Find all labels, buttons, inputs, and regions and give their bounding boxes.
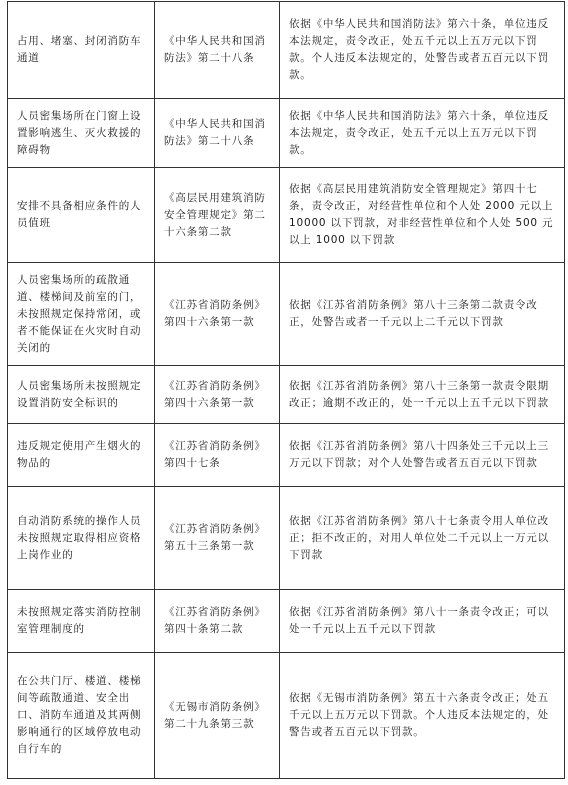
behavior-cell: 安排不具备相应条件的人员值班 [8,168,155,263]
table-row [8,424,565,487]
legal-basis-cell: 《中华人民共和国消防法》第二十八条 [155,99,280,168]
legal-basis-cell: 《江苏省消防条例》第四十七条 [155,424,280,487]
table-row [8,653,565,779]
behavior-cell: 未按照规定落实消防控制室管理制度的 [8,590,155,653]
penalty-cell: 依据《江苏省消防条例》第八十七条责令用人单位改正；拒不改正的，对用人单位处二千元以上一万元以下罚款 [280,487,565,590]
behavior-cell: 人员密集场所在门窗上设置影响逃生、灭火救援的障碍物 [8,99,155,168]
penalty-cell: 依据《江苏省消防条例》第八十四条处三千元以上三万元以下罚款；对个人处警告或者五百元以下罚款 [280,424,565,487]
penalty-cell: 依据《高层民用建筑消防安全管理规定》第四十七条，责令改正，对经营性单位和个人处 2000 元以上 10000 以下罚款，对非经营性单位和个人处 500 元以上 1000 以下罚款 [280,168,565,263]
penalty-cell: 依据《江苏省消防条例》第八十三条第一款责令限期改正；逾期不改正的，处一千元以上五千元以下罚款 [280,366,565,424]
penalty-cell: 依据《中华人民共和国消防法》第六十条，单位违反本法规定，责令改正，处五千元以上五万元以下罚款。 [280,99,565,168]
table-row [8,99,565,168]
behavior-cell: 占用、堵塞、封闭消防车通道 [8,2,155,99]
penalty-cell: 依据《江苏省消防条例》第八十三条第二款责令改正，处警告或者一千元以上二千元以下罚款 [280,263,565,366]
legal-basis-cell: 《江苏省消防条例》第五十三条第一款 [155,487,280,590]
table-row [8,263,565,366]
behavior-cell: 违反规定使用产生烟火的物品的 [8,424,155,487]
legal-basis-cell: 《中华人民共和国消防法》第二十八条 [155,2,280,99]
table-row [8,487,565,590]
behavior-cell: 在公共门厅、楼道、楼梯间等疏散通道、安全出口、消防车通道及其两侧影响通行的区域停放电动自行车的 [8,653,155,779]
regulation-table [7,1,565,779]
table-row [8,590,565,653]
legal-basis-cell: 《高层民用建筑消防安全管理规定》第二十六条第二款 [155,168,280,263]
table-row [8,2,565,99]
behavior-cell: 自动消防系统的操作人员未按照规定取得相应资格上岗作业的 [8,487,155,590]
penalty-cell: 依据《中华人民共和国消防法》第六十条，单位违反本法规定，责令改正，处五千元以上五万元以下罚款。个人违反本法规定的，处警告或者五百元以下罚款。 [280,2,565,99]
legal-basis-cell: 《江苏省消防条例》第四十条第二款 [155,590,280,653]
table-row [8,366,565,424]
penalty-cell: 依据《江苏省消防条例》第八十一条责令改正；可以处一千元以上五千元以下罚款 [280,590,565,653]
behavior-cell: 人员密集场所的疏散通道、楼梯间及前室的门，未按照规定保持常闭，或者不能保证在火灾时自动关闭的 [8,263,155,366]
behavior-cell: 人员密集场所未按照规定设置消防安全标识的 [8,366,155,424]
table-row [8,168,565,263]
legal-basis-cell: 《江苏省消防条例》第四十六条第一款 [155,366,280,424]
legal-basis-cell: 《江苏省消防条例》第四十六条第一款 [155,263,280,366]
legal-basis-cell: 《无锡市消防条例》第二十九条第三款 [155,653,280,779]
penalty-cell: 依据《无锡市消防条例》第五十六条责令改正；处五千元以上五万元以下罚款。个人违反本法规定的，处警告或者五百元以下罚款。 [280,653,565,779]
